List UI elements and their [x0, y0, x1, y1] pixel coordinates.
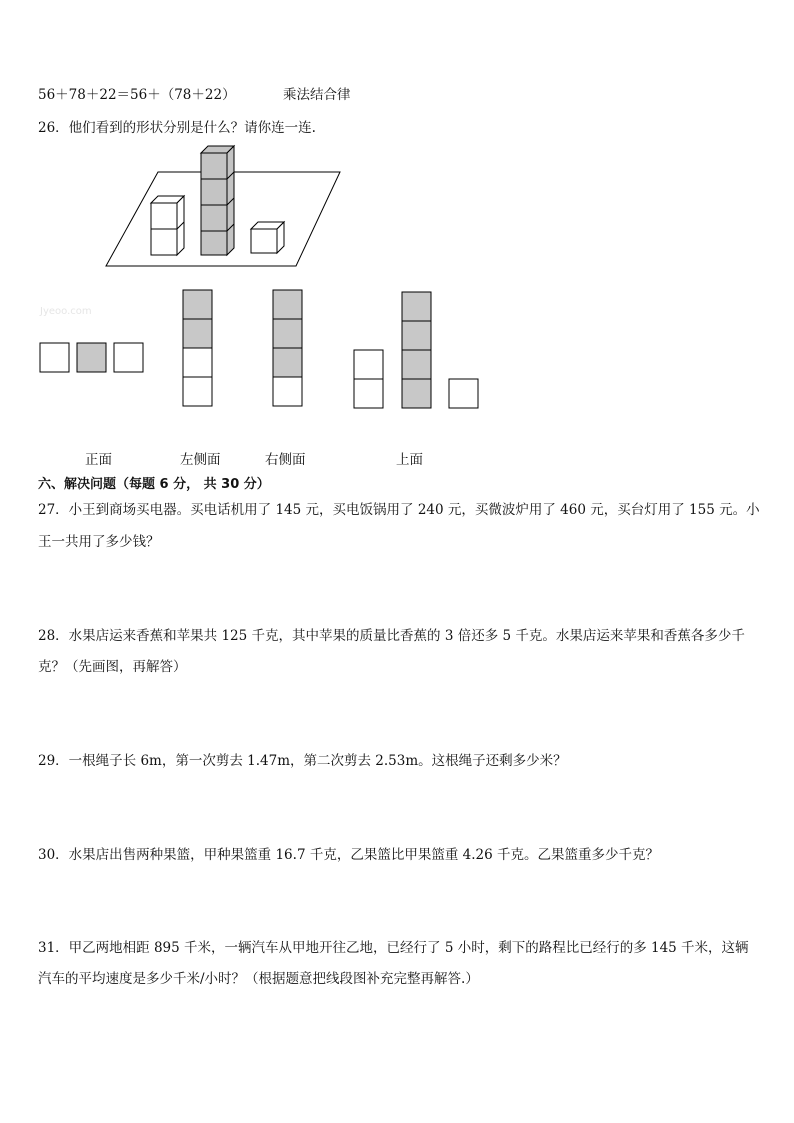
- label-left-view: 左侧面: [180, 452, 221, 468]
- watermark: Jyeoo.com: [40, 306, 92, 317]
- section-6-heading: 六、解决问题（每题 6 分， 共 30 分）: [38, 477, 270, 492]
- q25-expression: 56＋78＋22＝56＋（78＋22）: [38, 87, 236, 103]
- view-option-column-three-gray: [272, 289, 304, 409]
- q27-line-1: 27．小王到商场买电器。买电话机用了 145 元，买电饭锅用了 240 元，买微波炉用了 460 元，买台灯用了 155 元。小: [38, 502, 760, 518]
- label-front-view: 正面: [85, 452, 112, 468]
- q26-question: 26．他们看到的形状分别是什么？请你连一连.: [38, 120, 316, 136]
- right-single-cube: [251, 222, 284, 253]
- cube-arrangement-figure: [100, 140, 350, 272]
- q31-line-1: 31．甲乙两地相距 895 千米，一辆汽车从甲地开往乙地，已经行了 5 小时，剩下的路程比已经行的多 145 千米，这辆: [38, 940, 749, 956]
- label-right-view: 右侧面: [265, 452, 306, 468]
- left-cube-stack: [151, 196, 184, 255]
- view-option-column-two-gray: [182, 289, 214, 409]
- q30-line-1: 30．水果店出售两种果篮，甲种果篮重 16.7 千克，乙果篮比甲果篮重 4.26 千克。乙果篮重多少千克？: [38, 847, 659, 863]
- q27-line-2: 王一共用了多少钱？: [38, 534, 160, 550]
- q25-law-label: 乘法结合律: [283, 87, 351, 103]
- q28-line-2: 克？（先画图，再解答）: [38, 659, 187, 675]
- q28-line-1: 28．水果店运来香蕉和苹果共 125 千克，其中苹果的质量比香蕉的 3 倍还多 5 千克。水果店运来苹果和香蕉各多少千: [38, 628, 745, 644]
- q31-line-2: 汽车的平均速度是多少千米/小时？（根据题意把线段图补充完整再解答.）: [38, 971, 479, 987]
- label-top-view: 上面: [396, 452, 423, 468]
- middle-cube-stack: [201, 146, 234, 255]
- view-option-three-stacks: [353, 291, 481, 411]
- view-option-row-of-three: [39, 342, 145, 374]
- q29-line-1: 29．一根绳子长 6m，第一次剪去 1.47m，第二次剪去 2.53m。这根绳子还剩多少米？: [38, 753, 567, 769]
